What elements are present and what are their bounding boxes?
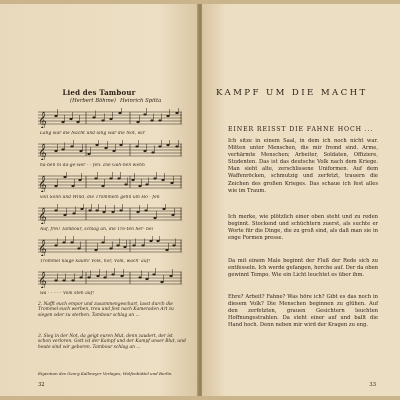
paragraph: Ehre? Arbeit? Fahne? Was höre ich? Gibt es das noch in diesem Volk? Die Menschen beginnen zu glühen. Auf den zerfetzten, grauen Gesichtern leuchten Hoffnungsstrahlen. Da steht einer auf und ballt die Hand hoch. Denn neben mir wird der Kragen zu eng. (228, 294, 378, 329)
publisher-imprint: Eigentum des Georg Kallmeyer Verlages, Wolfenbüttel und Berlin. (38, 371, 173, 376)
svg-text:𝄞: 𝄞 (38, 239, 47, 256)
svg-text:𝄞: 𝄞 (38, 111, 47, 128)
section-title: EINER REISST DIE FAHNE HOCH ... (228, 126, 374, 133)
verse-three: 3. Sieg in der Not, da geigt euren Mut, denn zaudert, der ist schon verloren. Gott ist der Kampf und der Kampf unser Blut, und heute sind wir geboren. Tambour schlag an ... (38, 334, 186, 350)
svg-text:𝄞: 𝄞 (38, 271, 47, 288)
song-title: Lied des Tambour (62, 88, 136, 97)
page-number-left: 32 (38, 382, 45, 388)
lyric-line: Lang war die Nacht und lang war die Not, wir (40, 131, 146, 136)
page-number-right: 33 (369, 382, 376, 388)
verse-two: 2. Nafft euch empor und zusammengeschart, lasst durch die Trommel euch werben, treu und fest nach Kameraden Art zu siegen oder zu sterben. Tambour schlag an ... (38, 302, 174, 318)
paragraph: Ich sitze in einem Saal, in dem ich noch nicht war. Mitten unter Menschen, die mir fremd sind. Arme, verhärmte Menschen; Arbeiter, Soldaten, Offiziere, Studenten. Das ist das deutsche Volk nach dem Kriege. Man sieht alte, zerschlissene Uniformen. Auf dem Waffenröcken, schmutzig und zerfetzt, trauern die Zeichen des großen Krieges. Das schaue ich fest alles wie im Traum. (228, 138, 378, 194)
paragraph: Da mit einem Male beginnt der Fluß der Rede sich zu entfesseln. Ich werde gefangen, horche auf. Der da oben gewinnt Tempo. Wie ein Licht leuchtet es über ihm. (228, 258, 378, 279)
lyric-line: Trommel klage kaum! Volk, hör, Volk, wach' auf! (40, 259, 151, 264)
lyricist-credit: (Herbert Böhme) (70, 98, 116, 104)
lyric-line: voll Sonn und Wind, die Trommeln gehn um Ho - fen (40, 195, 160, 200)
chapter-title: KAMPF UM DIE MACHT (216, 88, 368, 98)
left-page (0, 4, 198, 396)
music-staff (38, 204, 182, 224)
svg-text:𝄞: 𝄞 (38, 207, 47, 224)
svg-text:𝄞: 𝄞 (38, 143, 47, 160)
book-spread (0, 4, 400, 396)
right-page (202, 4, 400, 396)
music-staff (38, 236, 182, 256)
music-staff (38, 108, 182, 128)
lyric-line: Auf, frei! Tambour, schlag an, die Tro-ten her- bei (40, 227, 154, 232)
music-staff (38, 172, 182, 192)
paragraph: Ich merke, wie plötzlich einer oben steht und zu reden beginnt. Stockend und schüchtern zuerst, als suchte er Worte für die Dinge, die zu groß sind, als daß man sie in enge Formen presse. (228, 214, 378, 242)
svg-text:𝄞: 𝄞 (38, 175, 47, 192)
music-staff (38, 268, 182, 288)
music-staff (38, 140, 182, 160)
lyric-line: wa - - - - - Volk steh auf! (40, 291, 95, 296)
composer-credit: Heinrich Spitta (120, 98, 162, 104)
lyric-line: ha-ben ni da-ge-wor - - fen. Die Gah-nen wehn (40, 163, 145, 168)
